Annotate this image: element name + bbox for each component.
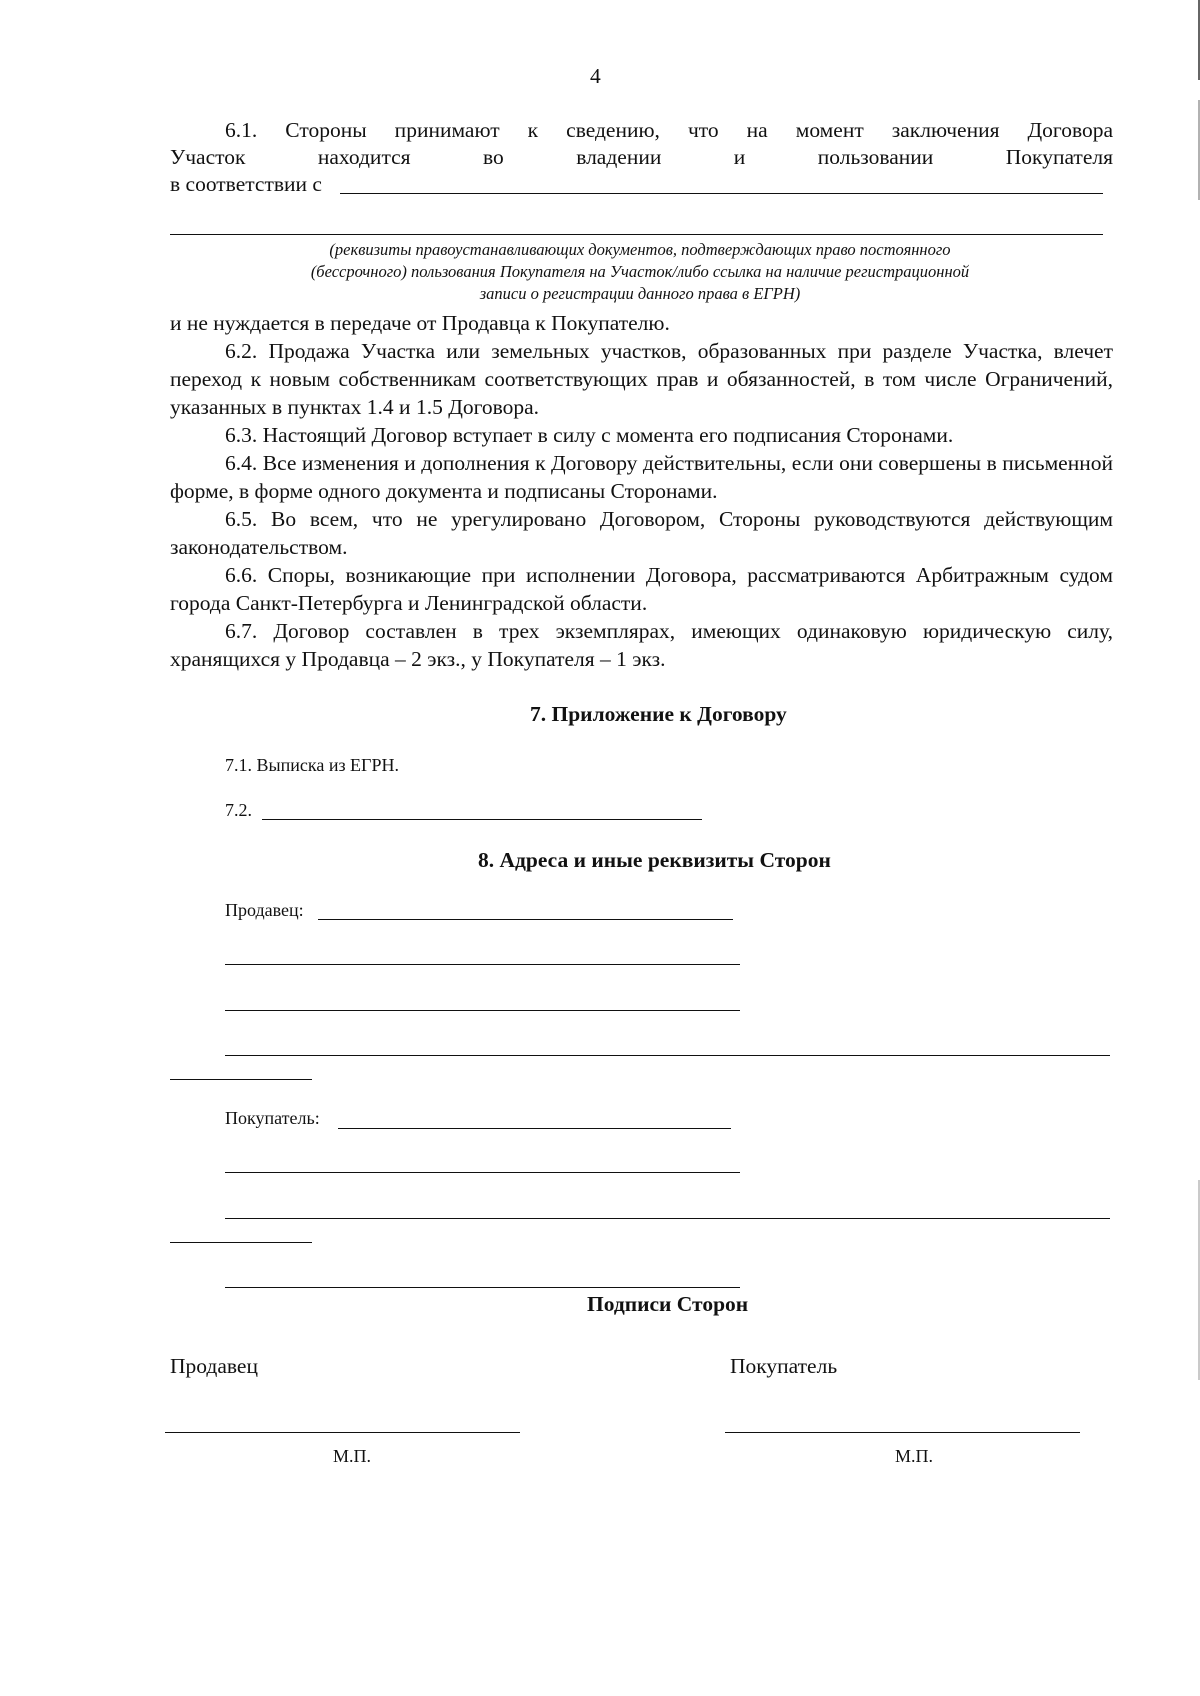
paragraph-6-1-tail: и не нуждается в передаче от Продавца к Покупателю.	[170, 311, 670, 335]
signatures-title: Подписи Сторон	[587, 1292, 749, 1316]
seller-seal-label: М.П.	[333, 1446, 372, 1466]
paragraph-6-1-line1: 6.1. Стороны принимают к сведению, что на момент заключения Договора	[225, 118, 1113, 142]
paragraph-6-6: 6.6. Споры, возникающие при исполнении Договора, рассматриваются Арбитражным судом города Санкт-Петербурга и Ленинградской области.	[170, 563, 1113, 615]
buyer-address-field-line5[interactable]	[225, 1287, 740, 1288]
paragraph-6-3: 6.3. Настоящий Договор вступает в силу с момента его подписания Сторонами.	[225, 423, 954, 447]
paragraph-6-7: 6.7. Договор составлен в трех экземплярах, имеющих одинаковую юридическую силу, хранящихся у Продавца – 2 экз., у Покупателя – 1 экз.	[170, 619, 1113, 671]
section-7-title: 7. Приложение к Договору	[530, 702, 787, 726]
appendix-item-2-label: 7.2.	[225, 800, 252, 820]
paragraph-6-2: 6.2. Продажа Участка или земельных участков, образованных при разделе Участка, влечет переход к новым собственникам соответствующих прав и обязанностей, в том числе Ограничений, указанных в пунктах 1.4 и 1.5 Договора.	[170, 339, 1113, 419]
paragraph-6-1-line3: в соответствии с	[170, 172, 322, 196]
seller-address-field-line3[interactable]	[225, 1010, 740, 1011]
seller-address-field-line4[interactable]	[225, 1055, 1110, 1056]
page-number: 4	[590, 64, 601, 88]
buyer-signature-label: Покупатель	[730, 1354, 838, 1378]
appendix-item-1: 7.1. Выписка из ЕГРН.	[225, 755, 399, 775]
paragraph-6-1-line2: Участок находится во владении и пользовании Покупателя	[170, 145, 1113, 169]
seller-address-field-line5[interactable]	[170, 1079, 312, 1080]
buyer-address-field-line2[interactable]	[225, 1172, 740, 1173]
seller-signature-field[interactable]	[165, 1432, 520, 1433]
buyer-signature-field[interactable]	[725, 1432, 1080, 1433]
document-reference-field[interactable]	[340, 193, 1103, 194]
paragraph-6-5: 6.5. Во всем, что не урегулировано Договором, Стороны руководствуются действующим законодательством.	[170, 507, 1113, 559]
seller-address-field[interactable]	[318, 919, 733, 920]
seller-signature-label: Продавец	[170, 1354, 258, 1378]
buyer-address-field-line3[interactable]	[225, 1218, 1110, 1219]
buyer-seal-label: М.П.	[895, 1446, 934, 1466]
seller-address-label: Продавец:	[225, 900, 304, 920]
buyer-address-field-line4[interactable]	[170, 1242, 312, 1243]
seller-address-field-line2[interactable]	[225, 964, 740, 965]
document-reference-field-line2[interactable]	[170, 234, 1103, 235]
document-reference-caption: (реквизиты правоустанавливающих документов, подтверждающих право постоянного (бессрочного) пользования Покупателя на Участок/либо ссылка на наличие регистрационной записи о регистрации данного права в ЕГРН)	[310, 240, 970, 303]
section-8-title: 8. Адреса и иные реквизиты Сторон	[478, 848, 831, 872]
paragraph-6-4: 6.4. Все изменения и дополнения к Договору действительны, если они совершены в письменной форме, в форме одного документа и подписаны Сторонами.	[170, 451, 1113, 503]
appendix-item-2-field[interactable]	[262, 819, 702, 820]
buyer-address-label: Покупатель:	[225, 1108, 320, 1128]
buyer-address-field[interactable]	[338, 1128, 731, 1129]
